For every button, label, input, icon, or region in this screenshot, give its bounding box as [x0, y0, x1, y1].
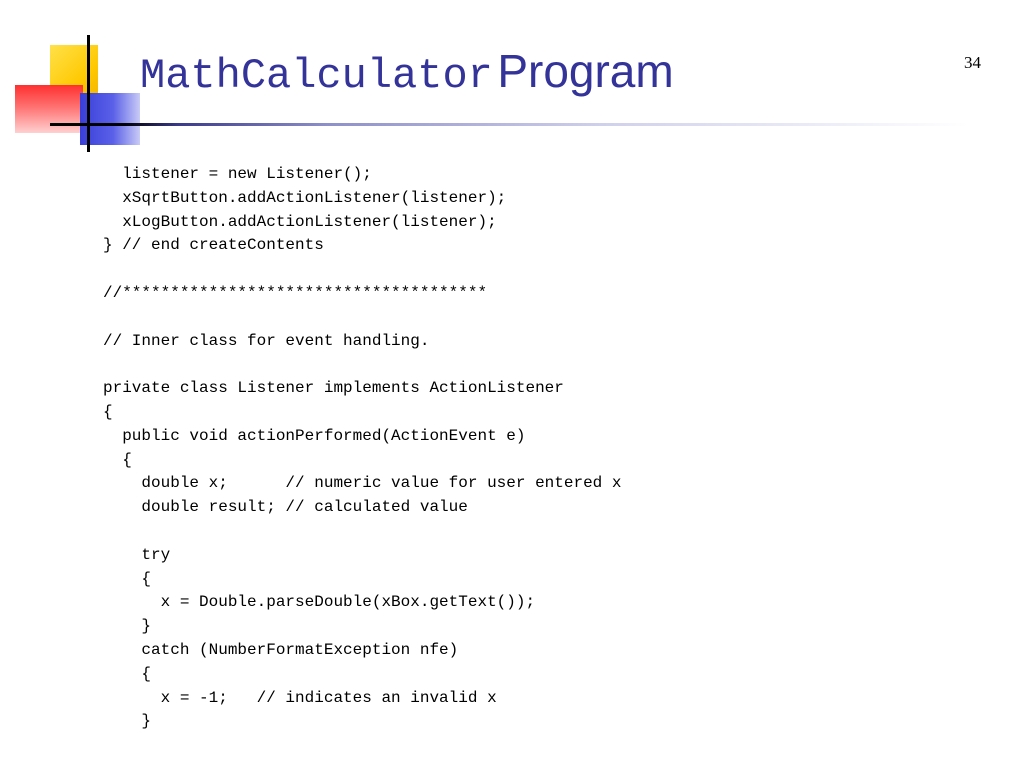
- slide-title: [140, 45, 674, 100]
- slide-logo-decoration: [0, 0, 140, 160]
- slide-title-text: Program: [497, 45, 674, 97]
- code-line: xLogButton.addActionListener(listener);: [103, 212, 497, 231]
- code-line: catch (NumberFormatException nfe): [103, 640, 459, 659]
- code-line: [103, 258, 983, 282]
- code-line: x = -1; // indicates an invalid x: [103, 688, 497, 707]
- code-line: }: [103, 617, 152, 636]
- slide-title-code: MathCalculator: [140, 52, 493, 100]
- code-line: xSqrtButton.addActionListener(listener);: [103, 188, 507, 207]
- title-underline: [50, 123, 968, 126]
- code-line: {: [103, 569, 152, 588]
- code-line: }: [103, 712, 152, 731]
- code-line: try: [103, 545, 171, 564]
- code-line: {: [103, 402, 113, 421]
- code-line: double x; // numeric value for user entered x: [103, 474, 622, 493]
- code-line: // Inner class for event handling.: [103, 331, 430, 350]
- code-line: double result; // calculated value: [103, 498, 468, 517]
- code-line: public void actionPerformed(ActionEvent e): [103, 426, 526, 445]
- code-line: [103, 520, 983, 544]
- code-line: private class Listener implements ActionListener: [103, 379, 564, 398]
- code-line: x = Double.parseDouble(xBox.getText());: [103, 593, 536, 612]
- code-line: {: [103, 450, 132, 469]
- code-line: [103, 306, 983, 330]
- code-block: [103, 163, 983, 734]
- page-number: 34: [964, 53, 981, 72]
- code-line: //**************************************: [103, 283, 488, 302]
- code-line: {: [103, 664, 152, 683]
- code-line: [103, 353, 983, 377]
- code-line: } // end createContents: [103, 236, 324, 255]
- code-line: listener = new Listener();: [103, 165, 372, 183]
- logo-vertical-line: [87, 35, 90, 152]
